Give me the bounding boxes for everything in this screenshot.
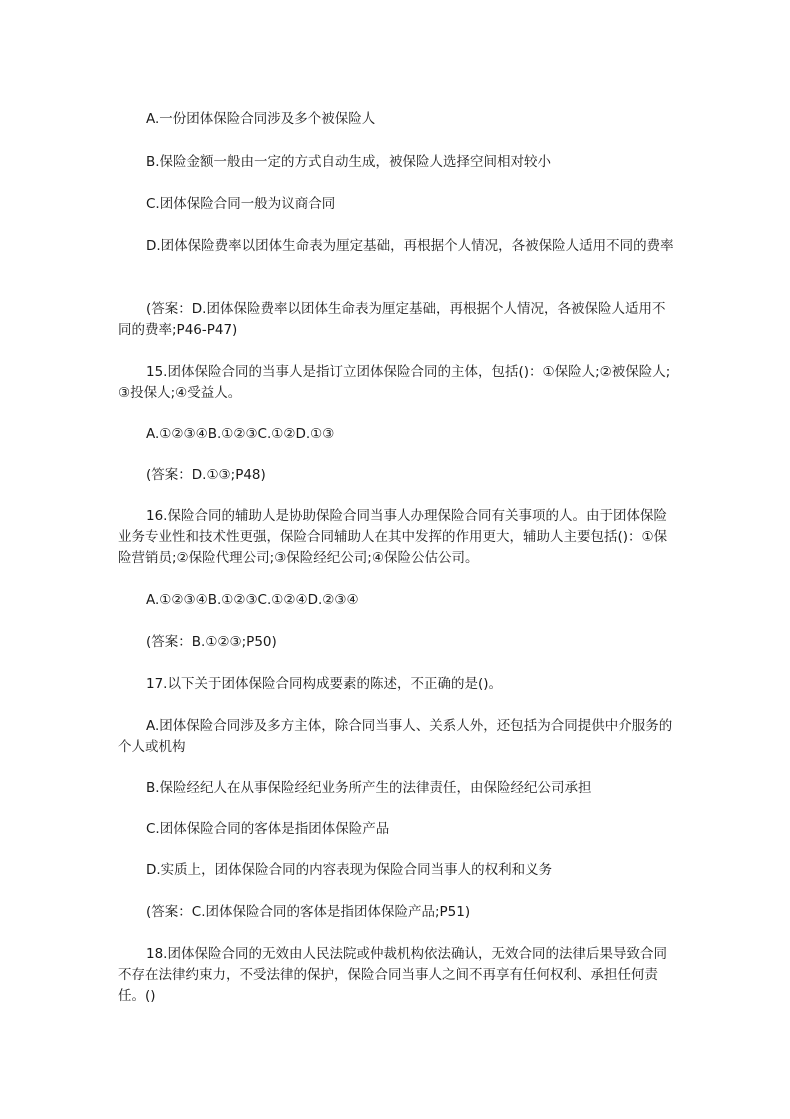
question-18-paragraph: 18.团体保险合同的无效由人民法院或仲裁机构依法确认，无效合同的法律后果导致合同不存在法律约束力，不受法律的保护，保险合同当事人之间不再享有任何权利、承担任何责任。() bbox=[118, 945, 667, 1004]
question-16-options: A.①②③④B.①②③C.①②④D.②③④ bbox=[146, 591, 359, 608]
question-16-answer: (答案：B.①②③;P50) bbox=[146, 633, 277, 650]
option-b-paragraph: B.保险金额一般由一定的方式自动生成，被保险人选择空间相对较小 bbox=[146, 153, 552, 170]
option-a-paragraph: A.一份团体保险合同涉及多个被保险人 bbox=[146, 110, 376, 127]
question-17-option-a: A.团体保险合同涉及多方主体，除合同当事人、关系人外，还包括为合同提供中介服务的个人或机构 bbox=[118, 717, 673, 755]
question-17-option-d: D.实质上，团体保险合同的内容表现为保险合同当事人的权利和义务 bbox=[146, 861, 553, 878]
option-d-paragraph: D.团体保险费率以团体生命表为厘定基础，再根据个人情况，各被保险人适用不同的费率 bbox=[146, 237, 674, 254]
question-16-paragraph: 16.保险合同的辅助人是协助保险合同当事人办理保险合同有关事项的人。由于团体保险业务专业性和技术性更强，保险合同辅助人在其中发挥的作用更大，辅助人主要包括()：①保险营销员;②保险代理公司;③保险经纪公司;④保险公估公司。 bbox=[118, 507, 668, 566]
question-17-paragraph: 17.以下关于团体保险合同构成要素的陈述，不正确的是()。 bbox=[146, 675, 503, 692]
option-c-paragraph: C.团体保险合同一般为议商合同 bbox=[146, 195, 336, 212]
answer-paragraph: (答案：D.团体保险费率以团体生命表为厘定基础，再根据个人情况，各被保险人适用不同的费率;P46-P47) bbox=[118, 300, 666, 338]
question-15-options: A.①②③④B.①②③C.①②D.①③ bbox=[146, 425, 335, 442]
question-15-answer: (答案：D.①③;P48) bbox=[146, 466, 266, 483]
question-17-option-c: C.团体保险合同的客体是指团体保险产品 bbox=[146, 820, 390, 837]
question-17-answer: (答案：C.团体保险合同的客体是指团体保险产品;P51) bbox=[146, 903, 471, 920]
question-17-option-b: B.保险经纪人在从事保险经纪业务所产生的法律责任，由保险经纪公司承担 bbox=[146, 779, 592, 796]
question-15-paragraph: 15.团体保险合同的当事人是指订立团体保险合同的主体，包括()：①保险人;②被保险人;③投保人;④受益人。 bbox=[118, 363, 671, 401]
